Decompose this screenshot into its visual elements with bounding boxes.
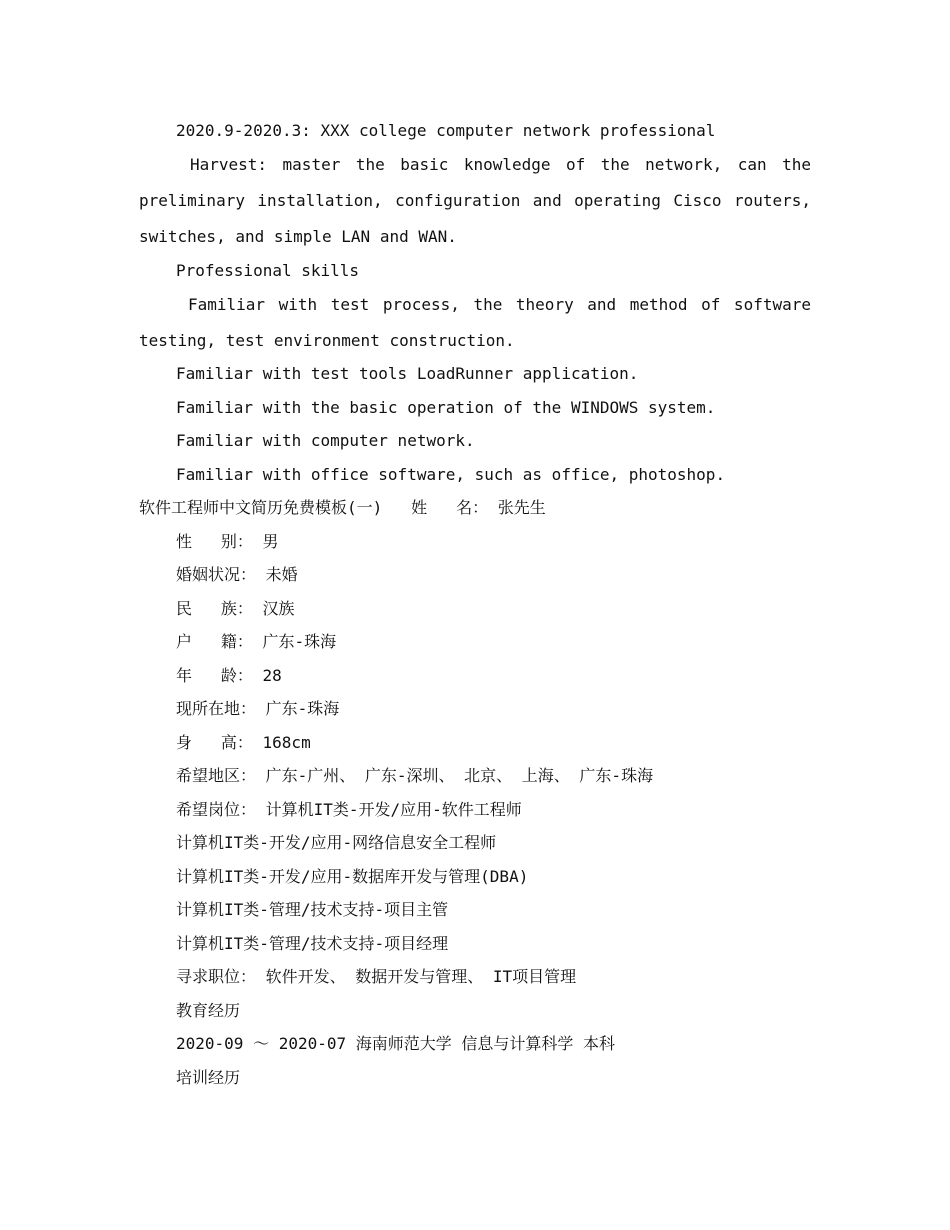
field-age: 年 龄： 28: [176, 666, 282, 685]
field-household: 户 籍： 广东-珠海: [176, 632, 337, 651]
harvest-line-1: Harvest: master the basic knowledge of the network, can the: [190, 155, 811, 174]
position-dba: 计算机IT类-开发/应用-数据库开发与管理(DBA): [176, 867, 529, 886]
field-ethnicity: 民 族： 汉族: [176, 599, 295, 618]
position-project-manager: 计算机IT类-管理/技术支持-项目经理: [176, 934, 449, 953]
education-entry: 2020-09 ～ 2020-07 海南师范大学 信息与计算科学 本科: [176, 1034, 616, 1053]
education-line-college: 2020.9-2020.3: XXX college computer network professional: [176, 121, 716, 140]
field-marital-status: 婚姻状况： 未婚: [176, 565, 298, 584]
skill-line-2: testing, test environment construction.: [139, 331, 515, 350]
harvest-line-2: preliminary installation, configuration and operating Cisco routers,: [139, 191, 811, 210]
resume-title-name: 软件工程师中文简历免费模板(一) 姓 名： 张先生: [139, 498, 546, 517]
professional-skills-heading: Professional skills: [176, 261, 360, 280]
field-job-seeking: 寻求职位： 软件开发、 数据开发与管理、 IT项目管理: [176, 967, 577, 986]
skill-windows: Familiar with the basic operation of the WINDOWS system.: [176, 398, 716, 417]
skill-line-1: Familiar with test process, the theory and method of software: [188, 295, 811, 314]
skill-network: Familiar with computer network.: [176, 431, 475, 450]
education-heading: 教育经历: [176, 1001, 241, 1020]
harvest-line-3: switches, and simple LAN and WAN.: [139, 227, 457, 246]
field-gender: 性 别： 男: [176, 532, 279, 551]
position-security: 计算机IT类-开发/应用-网络信息安全工程师: [176, 833, 497, 852]
field-location: 现所在地： 广东-珠海: [176, 699, 340, 718]
field-desired-position: 希望岗位： 计算机IT类-开发/应用-软件工程师: [176, 800, 522, 819]
field-height: 身 高： 168cm: [176, 733, 311, 752]
position-project-lead: 计算机IT类-管理/技术支持-项目主管: [176, 900, 449, 919]
training-heading: 培训经历: [176, 1068, 241, 1087]
field-desired-region: 希望地区： 广东-广州、 广东-深圳、 北京、 上海、 广东-珠海: [176, 766, 654, 785]
skill-office: Familiar with office software, such as office, photoshop.: [176, 465, 726, 484]
skill-loadrunner: Familiar with test tools LoadRunner application.: [176, 364, 639, 383]
